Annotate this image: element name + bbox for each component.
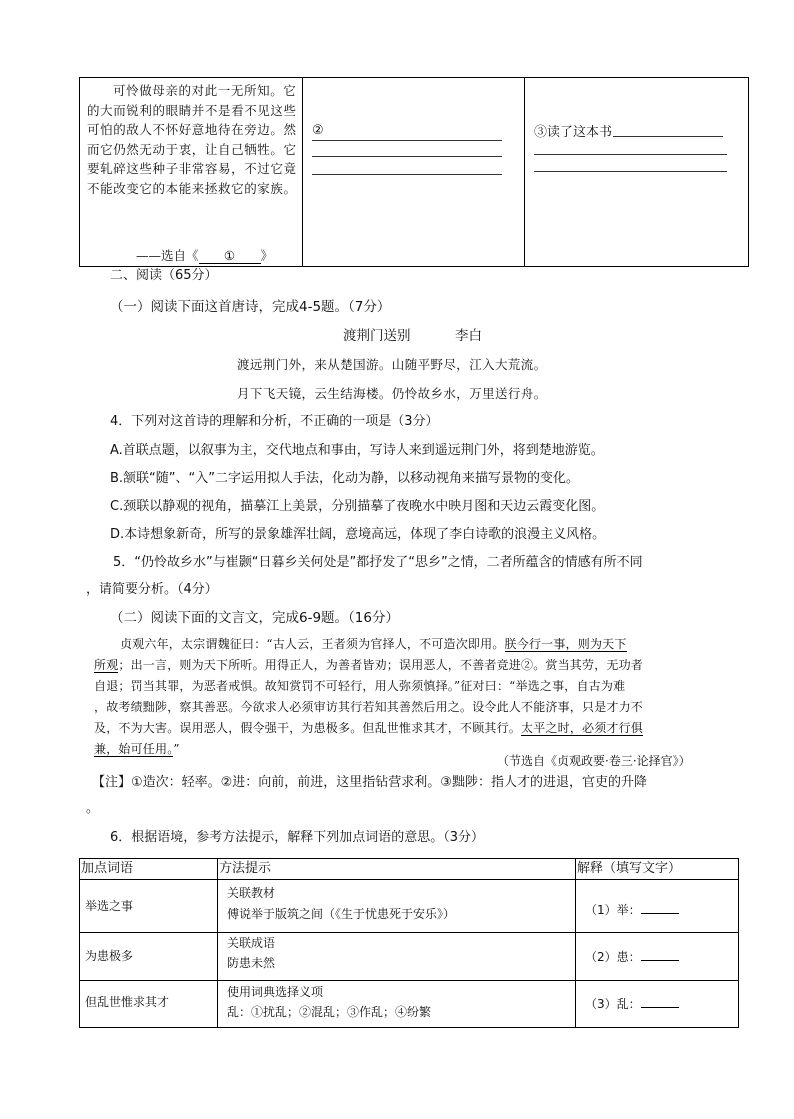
- col-divider-2: [575, 859, 576, 1027]
- row-3-blank[interactable]: [641, 995, 679, 1008]
- poem-line-2: 月下飞天镜，云生结海楼。仍怜故乡水，万里送行舟。: [237, 386, 547, 401]
- row-3-answer[interactable]: （3）乱：: [585, 995, 679, 1014]
- passage-line-4: ，故考绩黜陟，察其善恶。今欲求人必须审访其行若知其善然后用之。设令此人不能济事，只是才力不: [94, 700, 644, 714]
- poem-line-1: 渡远荆门外，来从楚国游。山随平野尽，江入大荒流。: [237, 357, 547, 372]
- row-1-word: 举选之事: [85, 899, 134, 913]
- row-2-hint-1: 关联成语: [227, 936, 276, 950]
- q4-option-b[interactable]: B.颔联“随”、“入”二字运用拟人手法，化动为静，以移动视角来描写景物的变化。: [110, 471, 579, 486]
- row-2-word: 为患极多: [85, 949, 134, 963]
- col-divider-1: [217, 859, 218, 1027]
- row-divider-1: [80, 879, 738, 880]
- answer-cell-3: [524, 78, 749, 266]
- q4-option-c[interactable]: C.颈联以静观的视角，描摹江上美景，分别描摹了夜晚水中映月图和天边云霞变化图。: [110, 499, 605, 514]
- passage-line-3: 自退；罚当其罪，为恶者戒惧。故知赏罚不可轻行，用人弥须慎择。”征对曰：“举选之事，自古为难: [94, 679, 626, 693]
- row-2-hint-2: 防患未然: [227, 956, 276, 970]
- row-divider-2: [80, 932, 738, 933]
- excerpt-text: 可怜做母亲的对此一无所知。它的大而锐利的眼睛并不是看不见这些可怕的敌人不怀好意地待在旁边。然而它仍然无动于衷，让自己牺牲。它要轧碎这些种子非常容易，不过它竟不能改变它的本能来拯救它的家族。: [87, 83, 297, 196]
- row-3-word: 但乱世惟求其才: [85, 995, 170, 1009]
- header-answer: 解释（填写文字）: [577, 861, 682, 876]
- note-line-2: 。: [86, 801, 100, 816]
- answer-2-label: ②: [312, 123, 324, 138]
- poem-title: 渡荆门送别: [343, 328, 411, 344]
- row-2-answer[interactable]: （2）患：: [585, 948, 679, 967]
- question-5-line-1: 5．“仍怜故乡水”与崔颢“日暮乡关何处是”都抒发了“思乡”之情，二者所蕴含的情感有所不同: [113, 555, 643, 570]
- excerpt-cell: [80, 78, 302, 266]
- answer-2-line-2[interactable]: [312, 156, 502, 157]
- passage-source: （节选自《贞观政要·卷三·论择官》）: [497, 754, 691, 768]
- excerpt-source: ——选自《 ① 》: [136, 248, 274, 263]
- row-3-hint-1: 使用词典选择义项: [227, 985, 324, 999]
- section-title: 二、阅读（65分）: [110, 268, 218, 283]
- row-1-answer[interactable]: （1）举：: [585, 901, 679, 920]
- part1-heading: （一）阅读下面这首唐诗，完成4-5题。（7分）: [110, 299, 391, 315]
- row-1-blank[interactable]: [641, 901, 679, 914]
- passage-line-6: 兼，始可任用。”: [94, 742, 180, 756]
- answer-3-line-2[interactable]: [534, 154, 727, 155]
- q4-option-d[interactable]: D.本诗想象新奇，所写的景象雄浑壮阔，意境高远，体现了李白诗歌的浪漫主义风格。: [110, 527, 606, 542]
- header-word: 加点词语: [81, 861, 134, 876]
- note-line-1: 【注】①造次：轻率。②进：向前，前进，这里指钻营求利。③黜陟：指人才的进退，官吏的升降: [92, 775, 647, 790]
- vocab-table: [79, 858, 739, 1028]
- row-divider-3: [80, 980, 738, 981]
- header-hint: 方法提示: [219, 861, 272, 876]
- part2-heading: （二）阅读下面的文言文，完成6-9题。（16分）: [110, 610, 399, 626]
- answer-2-line-1[interactable]: [312, 140, 502, 141]
- question-4: 4．下列对这首诗的理解和分析，不正确的一项是（3分）: [110, 414, 439, 429]
- top-table: [79, 77, 749, 267]
- passage-line-2: 所观；出一言，则为天下所听。用得正人，为善者皆劝；误用恶人，不善者竞进②。赏当其劳，无功者: [94, 658, 644, 672]
- source-blank[interactable]: ①: [199, 248, 261, 264]
- row-1-hint-1: 关联教材: [227, 886, 276, 900]
- row-1-hint-2: 傅说举于版筑之间（《生于忧患死于安乐》）: [227, 907, 456, 921]
- row-3-hint-2: 乱：①扰乱；②混乱；③作乱；④纷繁: [227, 1005, 432, 1019]
- question-6: 6．根据语境，参考方法提示，解释下列加点词语的意思。（3分）: [110, 830, 485, 845]
- passage-line-1: 贞观六年，太宗谓魏征曰：“古人云，王者须为官择人，不可造次即用。朕今行一事，则为天下: [120, 637, 627, 651]
- row-2-blank[interactable]: [641, 948, 679, 961]
- answer-3-line-3[interactable]: [534, 171, 727, 172]
- poem-author: 李白: [455, 328, 482, 344]
- q4-option-a[interactable]: A.首联点题，以叙事为主，交代地点和事由，写诗人来到遥远荆门外，将到楚地游览。: [110, 443, 604, 458]
- answer-3-label: ③读了这本书: [534, 125, 613, 140]
- answer-3-line-1[interactable]: [613, 136, 723, 137]
- question-5-line-2: ，请简要分析。（4分）: [86, 582, 218, 597]
- passage-line-5: 及，不为大害。误用恶人，假令强干，为患极多。但乱世惟求其才，不顾其行。太平之时，必须才行俱: [94, 721, 644, 735]
- answer-cell-2: [302, 78, 525, 266]
- answer-2-line-3[interactable]: [312, 174, 502, 175]
